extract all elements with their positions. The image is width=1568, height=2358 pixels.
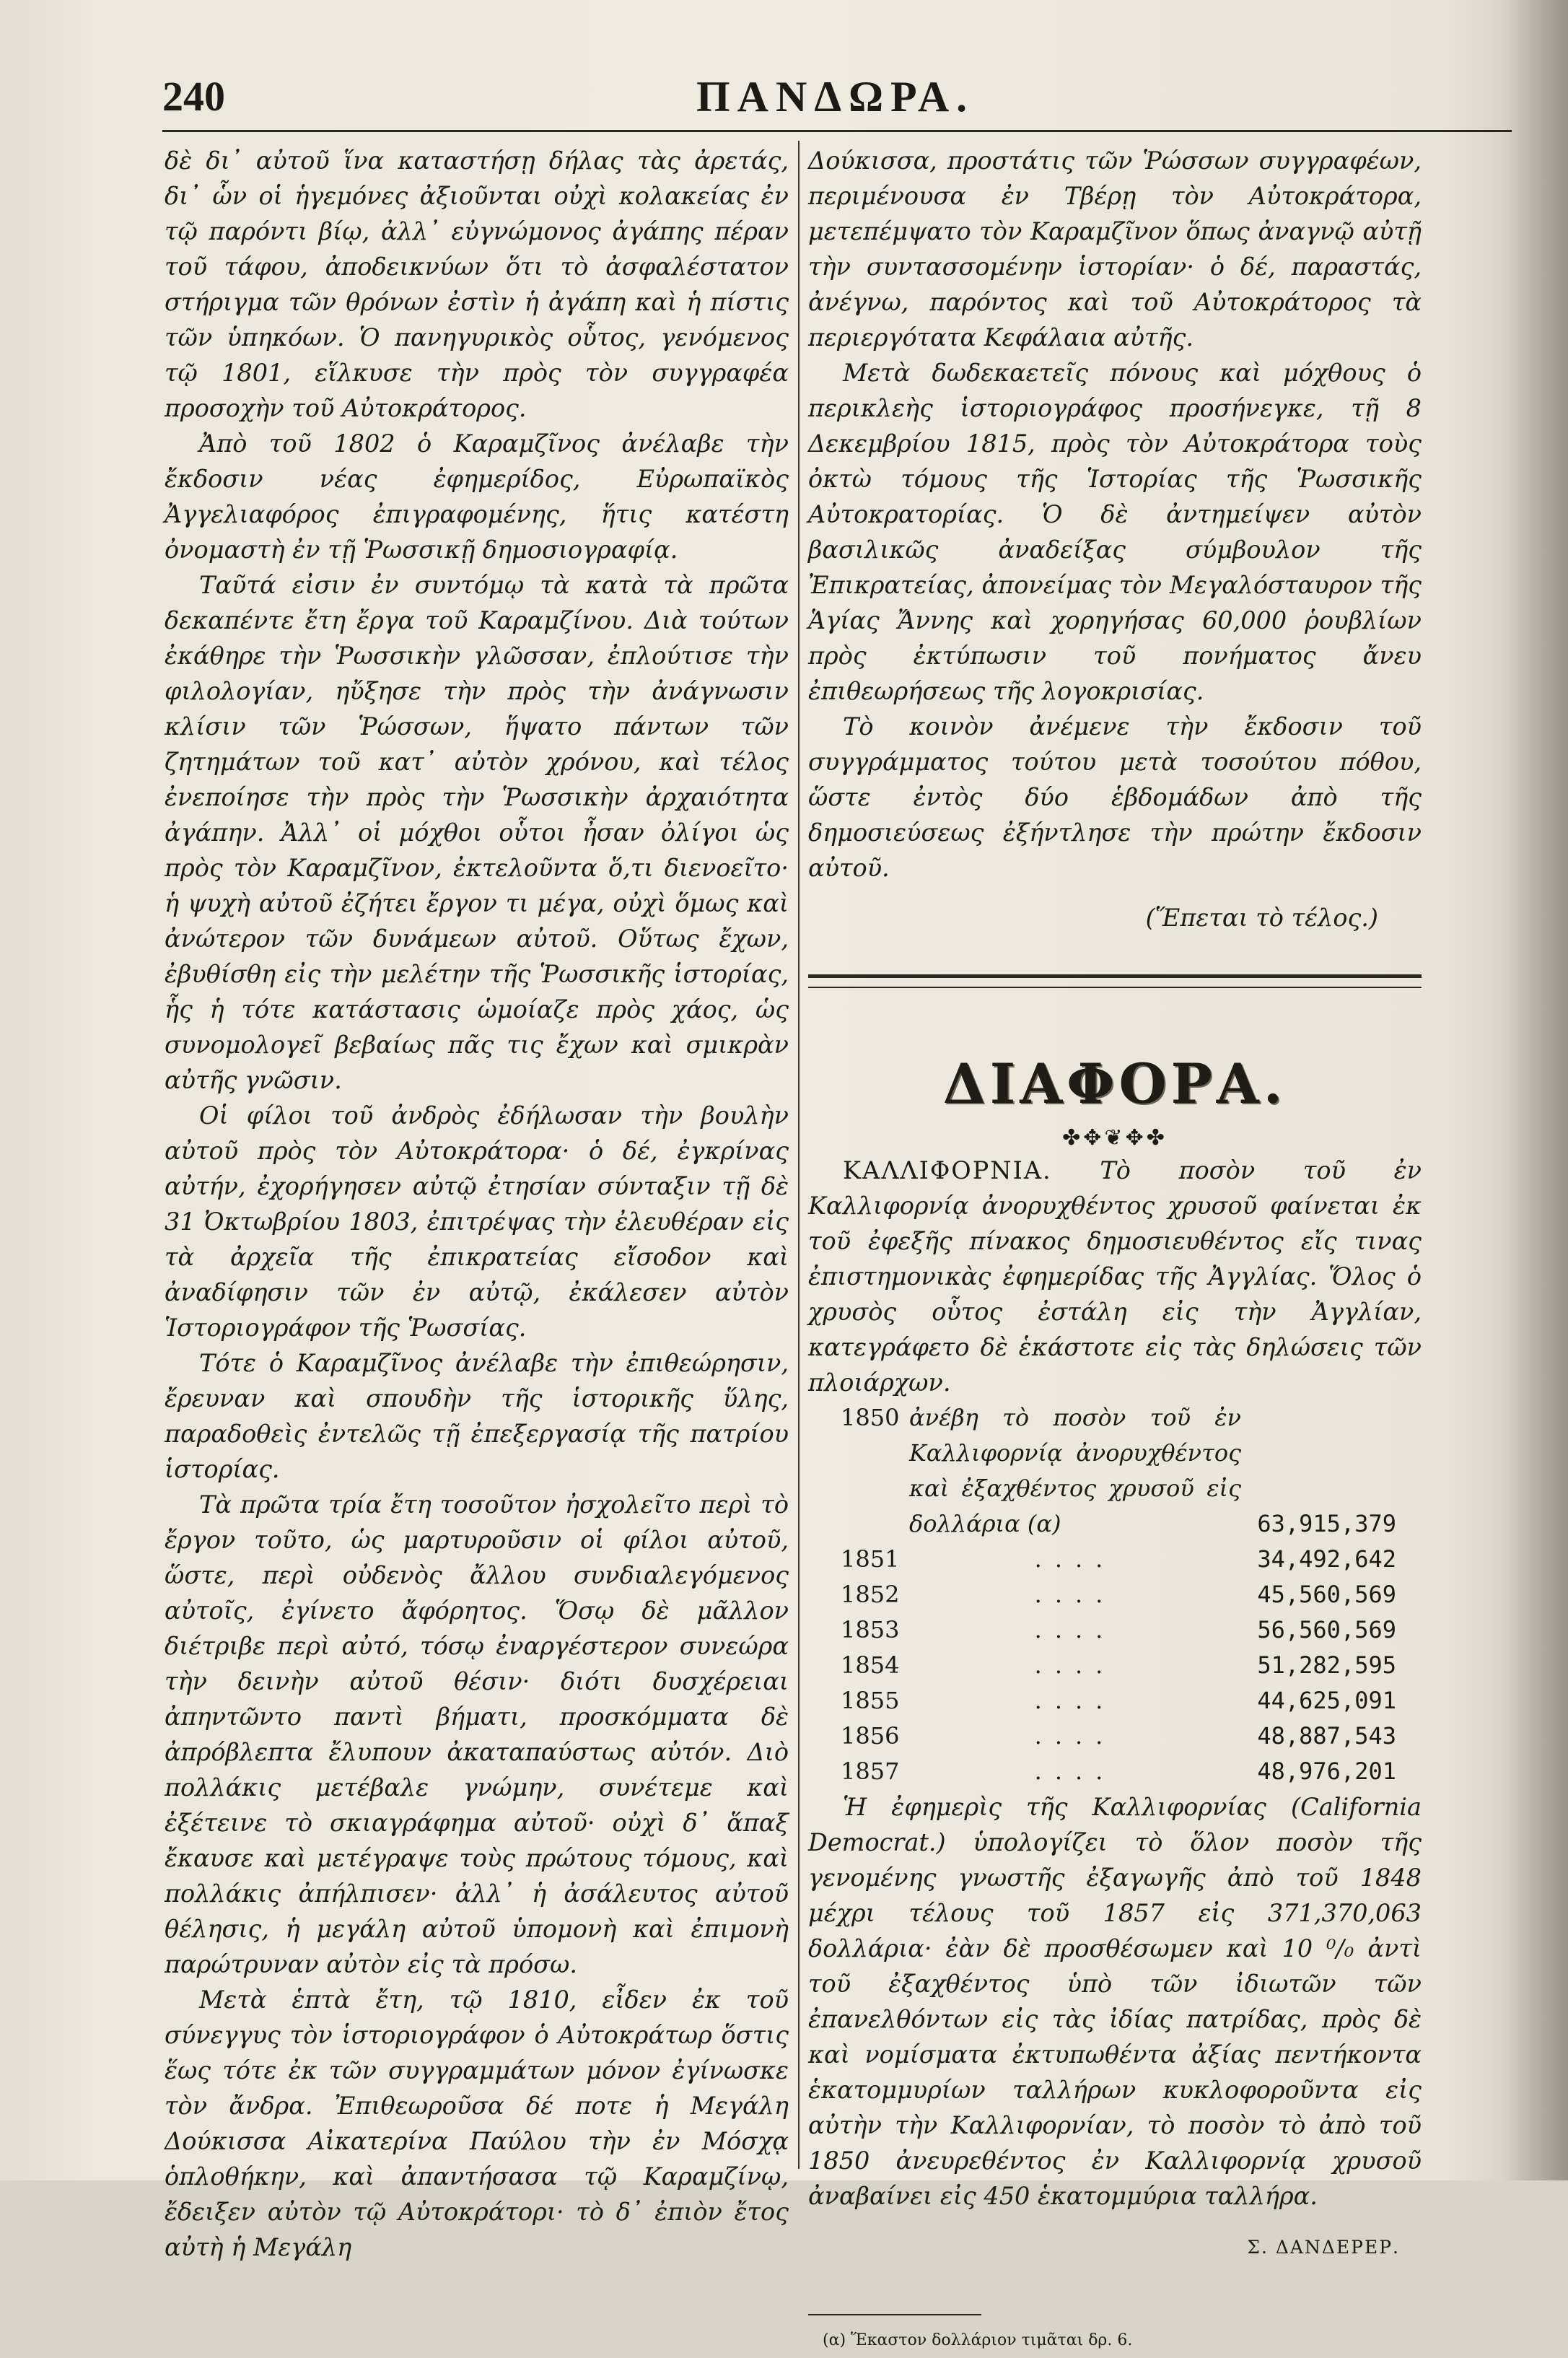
paragraph: Μετὰ ἑπτὰ ἔτη, τῷ 1810, εἶδεν ἐκ τοῦ σύνεγγυς τὸν ἱστοριογράφον ὁ Αὐτοκράτωρ ὅστις ἕως τότε ἐκ τῶν συγγραμμάτων μόνον ἐγίνωσκε τὸν ἄνδρα. Ἐπιθεωροῦσα δέ ποτε ἡ Μεγάλη Δούκισσα Αἰκατερίνα Παύλου τὴν ἐν Μόσχᾳ ὁπλοθήκην, καὶ ἀπαντήσασα τῷ Καραμζίνῳ, ἔδειξεν αὐτὸν τῷ Αὐτοκράτορι· τὸ δ᾽ ἐπιὸν ἔτος αὐτὴ ἡ Μεγάλη [165, 1986, 789, 2261]
amount-cell: 44,625,091 [1257, 1687, 1396, 1714]
section-separator [808, 974, 1422, 988]
ornament-icon: ✤✥❦✥✤ [1062, 1125, 1168, 1150]
closing-paragraph: Ἡ ἐφημερὶς τῆς Καλλιφορνίας (California Democrat.) ὑπολογίζει τὸ ὅλον ποσὸν τῆς γενομένης γνωστῆς ἐξαγωγῆς ἀπὸ τοῦ 1848 μέχρι τέλους τοῦ 1857 εἰς 371,370,063 δολλάρια· ἐὰν δὲ προσθέσωμεν καὶ 10 ⁰/₀ ἀντὶ τοῦ ἐξαχθέντος ὑπὸ τῶν ἰδιωτῶν τῶν ἐπανελθόντων εἰς τὰς ἰδίας πατρίδας, πρὸς δὲ καὶ νομίσματα ἐκτυπωθέντα ἀξίας πεντήκοντα ἑκατομμυρίων ταλλήρων κυκλοφοροῦντα εἰς αὐτὴν τὴν Καλλιφορνίαν, τὸ ποσὸν τὸ ἀπὸ τοῦ 1850 ἀνευρεθέντος ἐν Καλλιφορνίᾳ χρυσοῦ ἀναβαίνει εἰς 450 ἑκατομμύρια ταλλήρα. [808, 1793, 1422, 2210]
table-row [841, 1542, 1396, 1577]
amount-cell: 48,976,201 [1257, 1757, 1396, 1785]
amount-cell: 51,282,595 [1257, 1651, 1396, 1679]
amount-cell: 48,887,543 [1257, 1722, 1396, 1750]
author-signature: Σ. ΔΑΝΔΕΡΕΡ. [1247, 2237, 1400, 2258]
intro-text: Τὸ ποσὸν τοῦ ἐν Καλλιφορνίᾳ ἀνορυχθέντος χρυσοῦ φαίνεται ἐκ τοῦ ἐφεξῆς πίνακος δημοσιευθέντος εἴς τινας ἐπιστημονικὰς ἐφημερίδας τῆς Ἀγγλίας. Ὅλος ὁ χρυσὸς οὗτος ἐστάλη εἰς τὴν Ἀγγλίαν, κατεγράφετο δὲ ἑκάστοτε εἰς τὰς δηλώσεις τῶν πλοιάρχων. [808, 1156, 1422, 1397]
column-divider [798, 141, 800, 2169]
california-intro [808, 1153, 1422, 1400]
table-row [841, 1612, 1396, 1648]
leader-dots: .... [1034, 1616, 1116, 1643]
year-cell: 1852 [841, 1581, 900, 1608]
leader-dots: .... [1034, 1651, 1116, 1679]
table-row [841, 1577, 1396, 1612]
table-row [841, 1683, 1396, 1719]
description-cell: ἀνέβη τὸ ποσὸν τοῦ ἐν Καλλιφορνίᾳ ἀνορυχθέντος καὶ ἐξαχθέντος χρυσοῦ εἰς δολλάρια (α) [909, 1404, 1241, 1537]
leader-dots: .... [1034, 1581, 1116, 1608]
paragraph: Ἀπὸ τοῦ 1802 ὁ Καραμζῖνος ἀνέλαβε τὴν ἔκδοσιν νέας ἐφημερίδος, Εὐρωπαϊκὸς Ἀγγελιαφόρος ἐπιγραφομένης, ἥτις κατέστη ὀνομαστὴ ἐν τῇ Ῥωσσικῇ δημοσιογραφίᾳ. [165, 429, 789, 564]
table-row [841, 1754, 1396, 1789]
amount-cell: 63,915,379 [1257, 1510, 1396, 1537]
table-row [841, 1719, 1396, 1754]
paragraph: δὲ δι᾽ αὐτοῦ ἵνα καταστήσῃ δήλας τὰς ἀρετάς, δι᾽ ὧν οἱ ἡγεμόνες ἀξιοῦνται οὐχὶ κολακείας ἐν τῷ παρόντι βίῳ, ἀλλ᾽ εὐγνώμονος ἀγάπης πέραν τοῦ τάφου, ἀποδεικνύων ὅτι τὸ ἀσφαλέστατον στήριγμα τῶν θρόνων ἐστὶν ἡ ἀγάπη καὶ ἡ πίστις τῶν ὑπηκόων. Ὁ πανηγυρικὸς οὗτος, γενόμενος τῷ 1801, εἵλκυσε τὴν πρὸς τὸν συγγραφέα προσοχὴν τοῦ Αὐτοκράτορος. [165, 147, 789, 422]
table-row [841, 1648, 1396, 1683]
footnote-rule [808, 2314, 981, 2315]
footnote: (α) Ἕκαστον δολλάριον τιμᾶται δρ. 6. [823, 2331, 1133, 2349]
page-header [162, 72, 1460, 130]
year-cell: 1850 [841, 1404, 900, 1431]
leader-dots: .... [1034, 1757, 1116, 1785]
paragraph: Ταῦτά εἰσιν ἐν συντόμῳ τὰ κατὰ τὰ πρῶτα δεκαπέντε ἔτη ἔργα τοῦ Καραμζίνου. Διὰ τούτων ἐκάθηρε τὴν Ῥωσσικὴν γλῶσσαν, ἐπλούτισε τὴν φιλολογίαν, ηὔξησε τὴν πρὸς τὴν ἀνάγνωσιν κλίσιν τῶν Ῥώσσων, ἥψατο πάντων τῶν ζητημάτων τοῦ κατ᾽ αὐτὸν χρόνου, καὶ τέλος ἐνεποίησε τὴν πρὸς τὴν Ῥωσσικὴν ἀρχαιότητα ἀγάπην. Ἀλλ᾽ οἱ μόχθοι οὗτοι ἦσαν ὀλίγοι ὡς πρὸς τὸν Καραμζῖνον, ἐκτελοῦντα ὅ,τι διενοεῖτο· ἡ ψυχὴ αὐτοῦ ἐζήτει ἔργον τι μέγα, οὐχὶ ὅμως καὶ ἀνώτερον τῶν δυνάμεων αὐτοῦ. Οὕτως ἔχων, ἐβυθίσθη εἰς τὴν μελέτην τῆς Ῥωσσικῆς ἱστορίας, ἧς ἡ τότε κατάστασις ὡμοίαζε πρὸς χάος, ὡς συνομολογεῖ βεβαίως πᾶς τις ἔχων καὶ σμικρὰν αὐτῆς γνῶσιν. [165, 571, 789, 1094]
paragraph: Τότε ὁ Καραμζῖνος ἀνέλαβε τὴν ἐπιθεώρησιν, ἔρευναν καὶ σπουδὴν τῆς ἱστορικῆς ὕλης, παραδοθεὶς ἐντελῶς τῇ ἐπεξεργασίᾳ τῆς πατρίου ἱστορίας. [165, 1349, 789, 1483]
leader-dots: .... [1034, 1722, 1116, 1750]
year-cell: 1853 [841, 1616, 900, 1643]
left-column [165, 143, 789, 2265]
paragraph: Οἱ φίλοι τοῦ ἀνδρὸς ἐδήλωσαν τὴν βουλὴν αὐτοῦ πρὸς τὸν Αὐτοκράτορα· ὁ δέ, ἐγκρίνας αὐτήν, ἐχορήγησεν αὐτῷ ἐτησίαν σύνταξιν τῇ δὲ 31 Ὀκτωβρίου 1803, ἐπιτρέψας τὴν ἐλευθέραν εἰς τὰ ἀρχεῖα τῆς ἐπικρατείας εἴσοδον καὶ ἀναδίφησιν τῶν ἐν αὐτῷ, ἐκάλεσεν αὐτὸν Ἱστοριογράφον τῆς Ῥωσσίας. [165, 1101, 789, 1342]
to-be-continued-note: (Ἕπεται τὸ τέλος.) [1145, 904, 1378, 932]
table-row [841, 1400, 1396, 1542]
year-cell: 1855 [841, 1687, 900, 1714]
gold-yield-table [841, 1400, 1396, 1789]
year-cell: 1857 [841, 1757, 900, 1785]
running-title: ΠΑΝΔΩΡΑ. [696, 73, 975, 121]
year-cell: 1851 [841, 1545, 900, 1573]
leader-dots: .... [1034, 1687, 1116, 1714]
year-cell: 1854 [841, 1651, 900, 1679]
paragraph: Τὰ πρῶτα τρία ἔτη τοσοῦτον ἠσχολεῖτο περὶ τὸ ἔργον τοῦτο, ὡς μαρτυροῦσιν οἱ φίλοι αὐτοῦ, ὥστε, περὶ οὐδενὸς ἄλλου συνδιαλεγόμενος αὐτοῖς, ἐγίνετο ἄφόρητος. Ὅσῳ δὲ μᾶλλον διέτριβε περὶ αὐτό, τόσῳ ἐναργέστερον συνεώρα τὴν δεινὴν αὐτοῦ θέσιν· διότι δυσχέρειαι ἀπηντῶντο παντὶ βήματι, προσκόμματα δὲ ἀπρόβλεπτα ἔλυπουν ἀκαταπαύστως αὐτόν. Διὸ πολλάκις μετέβαλε γνώμην, συνέτεμε καὶ ἐξέτεινε τὸ σκιαγράφημα αὐτοῦ· οὐχὶ δ᾽ ἅπαξ ἔκαυσε καὶ μετέγραψε τοὺς πρώτους τόμους, καὶ πολλάκις ἀπήλπισεν· ἀλλ᾽ ἡ ἀσάλευτος αὐτοῦ θέλησις, ἡ μεγάλη αὐτοῦ ὑπομονὴ καὶ ἐπιμονὴ παρώτρυναν αὐτὸν εἰς τὰ πρόσω. [165, 1490, 789, 1978]
amount-cell: 34,492,642 [1257, 1545, 1396, 1573]
right-column [808, 143, 1422, 2358]
section-title: ΔΙΑΦΟΡΑ. [942, 1052, 1287, 1116]
year-cell: 1856 [841, 1722, 900, 1750]
lead-word: ΚΑΛΛΙΦΟΡΝΙΑ. [843, 1156, 1052, 1184]
amount-cell: 56,560,569 [1257, 1616, 1396, 1643]
amount-cell: 45,560,569 [1257, 1581, 1396, 1608]
paragraph: Δούκισσα, προστάτις τῶν Ῥώσσων συγγραφέων, περιμένουσα ἐν Τβέρῃ τὸν Αὐτοκράτορα, μετεπέμψατο τὸν Καραμζῖνον ὅπως ἀναγνῷ αὐτῇ τὴν συντασσομένην ἱστορίαν· ὁ δέ, παραστάς, ἀνέγνω, παρόντος καὶ τοῦ Αὐτοκράτορος τὰ περιεργότατα Κεφάλαια αὐτῆς. [808, 147, 1422, 351]
leader-dots: .... [1034, 1545, 1116, 1573]
paragraph: Μετὰ δωδεκαετεῖς πόνους καὶ μόχθους ὁ περικλεὴς ἱστοριογράφος προσήνεγκε, τῇ 8 Δεκεμβρίου 1815, πρὸς τὸν Αὐτοκράτορα τοὺς ὀκτὼ τόμους τῆς Ἱστορίας τῆς Ῥωσσικῆς Αὐτοκρατορίας. Ὁ δὲ ἀντημείψεν αὐτὸν βασιλικῶς ἀναδείξας σύμβουλον τῆς Ἐπικρατείας, ἀπονείμας τὸν Μεγαλόσταυρον τῆς Ἁγίας Ἄννης καὶ χορηγήσας 60,000 ῥουβλίων πρὸς ἐκτύπωσιν τοῦ πονήματος ἄνευ ἐπιθεωρήσεως τῆς λογοκρισίας. [808, 359, 1422, 705]
paragraph: Τὸ κοινὸν ἀνέμενε τὴν ἔκδοσιν τοῦ συγγράμματος τούτου μετὰ τοσούτου πόθου, ὥστε ἐντὸς δύο ἑβδομάδων ἀπὸ τῆς δημοσιεύσεως ἐξήντλησε τὴν πρώτην ἔκδοσιν αὐτοῦ. [808, 712, 1422, 882]
page-number: 240 [162, 73, 225, 120]
header-rule [162, 130, 1512, 132]
page-edge-shadow [1503, 0, 1568, 2180]
